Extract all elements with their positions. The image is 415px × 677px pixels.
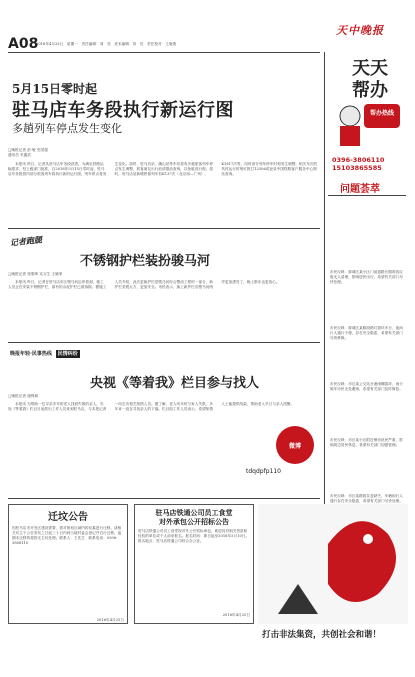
follow-label: 晚报年轻·民事热线 民情纠纷 — [10, 351, 78, 357]
notice-title: 驻马店铁通公司员工食堂 对外承包公开招标公告 — [155, 508, 233, 526]
list-item: 市民反映：市区某公交站台遮雨棚损坏，雨天候车市民无处避雨，希望有关部门及时修复。 — [330, 382, 403, 391]
list-item: 市民反映：驿城区某小区门前道路长期堆放垃圾无人清理，影响居民出行，希望有关部门尽快处理。 — [330, 270, 403, 284]
column-title: 天天帮办 — [352, 58, 388, 101]
story-body: 本报讯 昨日，记者从驻马店车务段获悉，为满足铁路运输需求，经上级部门批准，自2016年5月15日零时起，驻马店车务段管内部分旅客列车将执行新的运行图，列车停点将发生变化。届时，驻马店站、确山站等车站将有多趟旅客列车停点发生调整，旅客朋友出行前请提前查询，以免耽误行程。届时，驻马店站新增停靠列车有K137次（北京西—广州）、K1617次等，同时部分列车停车时刻发生调整。相关车次的具体运行时刻可拨打12306或登录中国铁路客户服务中心网站查询。 — [8, 162, 318, 176]
feature-byline: □晚报记者 张明琦 实习生 王晓菲 — [8, 272, 63, 276]
logo: 天中晚报 — [336, 24, 384, 37]
follow-rule — [8, 498, 320, 499]
follow-byline: □晚报记者 谢保林 — [8, 394, 39, 398]
campaign-illustration — [258, 504, 408, 624]
notice-date: 2016年4月25日 — [96, 618, 124, 622]
notice-right — [134, 504, 254, 624]
list-item: 市民反映：市区某小区附近噪音扰民严重，影响周边居民休息，希望有关部门加强管理。 — [330, 438, 403, 447]
header-rule — [8, 52, 320, 53]
feature-badge: 记者跑腿 — [9, 234, 43, 248]
story-subhead: 多趟列车停点发生变化 — [12, 122, 122, 135]
stamp-badge: 微博 — [276, 426, 314, 464]
notice-date: 2016年4月25日 — [222, 613, 250, 617]
helper-illustration — [328, 96, 404, 152]
feature-headline: 不锈钢护栏装扮骏马河 — [80, 254, 211, 269]
ask-title: 问题荟萃 — [340, 184, 380, 195]
follow-headline: 央视《等着我》栏目参与找人 — [90, 376, 260, 391]
notice-body: 驻马店铁通公司员工食堂现对外公开招标承包，欢迎具有相关资质和经验的单位或个人前来报名。报名时间：即日起至2016年5月10日。报名地点：驻马店铁通公司综合办公室。 — [138, 529, 250, 543]
story-kicker: 5月15日零时起 — [12, 82, 98, 96]
story-rule — [8, 228, 320, 229]
hotline-numbers: 0396-3806110 15103865585 — [332, 156, 385, 172]
bottom-banner: 打击非法集资，共创社会和谐！ — [262, 630, 382, 640]
notice-body: 因驻马店市开发区建设需要，需对规划区域内的坟墓进行迁移。请相关坟主于公告发布之日起三十日内到当地村委会登记并自行迁移，逾期未迁移的将按无主坟处理。联系人：王先生 联系电话：0396-3806110 — [12, 526, 122, 545]
follow-body: 本报讯 为帮助一位寻亲多年的老人找到失散的亲人，央视《等着我》栏目日前派出工作人员来到驻马店，与本报记者一同走访相关知情人员。据了解，老人幼年时与家人失散，多年来一直在寻找亲人的下落。栏目组工作人员表示，希望知情人士能提供线索，帮助老人早日与亲人团聚。 — [8, 402, 295, 411]
list-item: 市民反映：驿城区某路段路灯损坏多日，夜间行人通行不便，存在安全隐患，希望有关部门尽快维修。 — [330, 326, 403, 340]
weibo-handle: tdqdpfp110 — [246, 468, 281, 475]
page-number: A08 — [8, 36, 39, 52]
notice-left — [8, 504, 128, 624]
story-byline: □晚报记者 彭·敏 史国超 通讯员 朱鑫武 — [8, 148, 48, 157]
hotline-label: 帮办热线 — [369, 110, 395, 117]
notice-title: 迁坟公告 — [48, 512, 88, 523]
list-item: 市民反映：市区某路段井盖缺失，车辆和行人通行存在安全隐患，希望有关部门尽快处理。 — [330, 494, 403, 503]
feature-rule — [8, 342, 320, 343]
story-headline: 驻马店车务段执行新运行图 — [12, 100, 234, 121]
date-line: 2016年4月25日 星期一 责任编辑：刘 亮 美术编辑：刘 亮 责任校对：王晓燕 — [36, 42, 177, 46]
sidebar-rule — [328, 195, 406, 196]
feature-body: 本报讯 昨日，记者在驻马店市区骏马河沿岸看到，施工人员正在安装不锈钢护栏，原有的水泥护栏已被拆除。据施工人员介绍，此次更换护栏是骏马河综合整治工程的一部分，新护栏美观大方，更加安全。市民表示，换上新护栏后骏马河两岸更加漂亮了，晚上散步也更放心。 — [8, 280, 280, 289]
